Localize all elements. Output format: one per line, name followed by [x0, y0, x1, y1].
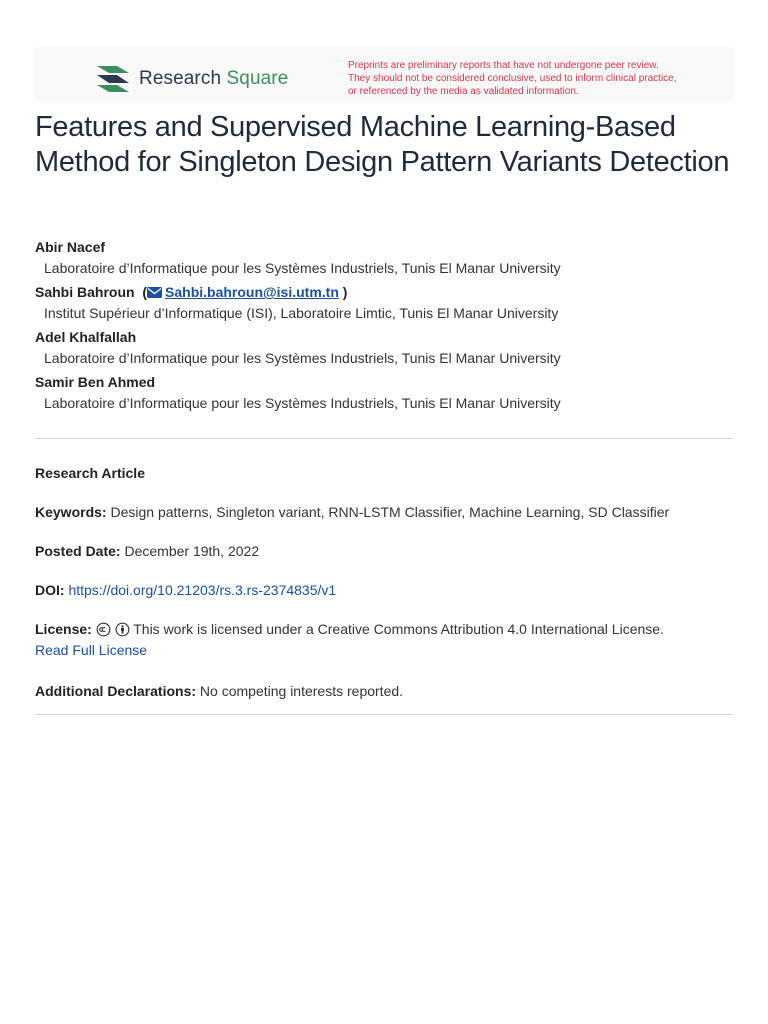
article-type-label: Research Article — [35, 465, 145, 481]
posted-date-value: December 19th, 2022 — [124, 543, 260, 559]
author-email-link[interactable]: Sahbi.bahroun@isi.utm.tn — [165, 284, 339, 300]
disclaimer-line: or referenced by the media as validated information. — [348, 86, 579, 97]
article-type — [35, 463, 735, 484]
section-divider — [35, 714, 733, 715]
keywords-value: Design patterns, Singleton variant, RNN-LSTM Classifier, Machine Learning, SD Classifier — [110, 504, 670, 520]
author-name: Sahbi Bahroun — [35, 284, 135, 300]
preprint-disclaimer — [348, 59, 718, 98]
license-label: License: — [35, 621, 92, 637]
envelope-icon — [147, 287, 162, 298]
cc-icon — [96, 622, 111, 637]
logo-wordmark — [139, 68, 288, 90]
posted-date-label: Posted Date: — [35, 543, 121, 559]
author-entry — [35, 371, 735, 414]
doi-label: DOI: — [35, 582, 65, 598]
research-square-logo[interactable] — [95, 64, 288, 94]
doi-row — [35, 580, 735, 601]
read-full-license-link[interactable]: Read Full License — [35, 642, 148, 658]
license-row — [35, 619, 735, 661]
posted-date-row — [35, 541, 735, 562]
keywords-label: Keywords: — [35, 504, 107, 520]
author-list — [35, 236, 735, 416]
author-name: Samir Ben Ahmed — [35, 374, 156, 390]
paper-title: Features and Supervised Machine Learning-Based Method for Singleton Design Pattern Variants Detection — [35, 111, 730, 178]
declarations-row — [35, 681, 735, 702]
author-entry — [35, 236, 735, 279]
section-divider — [35, 438, 733, 439]
author-entry — [35, 281, 735, 324]
email-close-paren: ) — [342, 284, 348, 300]
logo-wordmark-research: Research — [139, 68, 222, 89]
author-name: Abir Nacef — [35, 239, 106, 255]
license-text: This work is licensed under a Creative Commons Attribution 4.0 International License. — [133, 621, 664, 637]
email-open-paren: ( — [142, 284, 148, 300]
author-name-line — [35, 281, 735, 303]
research-square-logo-icon — [95, 64, 131, 94]
declarations-label: Additional Declarations: — [35, 683, 197, 699]
author-affiliation: Institut Supérieur d’Informatique (ISI), Laboratoire Limtic, Tunis El Manar University — [44, 305, 559, 321]
logo-wordmark-square: Square — [226, 68, 289, 89]
author-entry — [35, 326, 735, 369]
declarations-value: No competing interests reported. — [199, 683, 404, 699]
keywords-row — [35, 502, 735, 523]
author-affiliation: Laboratoire d’Informatique pour les Systèmes Industriels, Tunis El Manar University — [44, 395, 561, 411]
by-icon — [115, 622, 130, 637]
preprint-banner — [35, 47, 733, 103]
disclaimer-line: They should not be considered conclusive, used to inform clinical practice, — [348, 73, 677, 84]
author-affiliation: Laboratoire d’Informatique pour les Systèmes Industriels, Tunis El Manar University — [44, 260, 561, 276]
disclaimer-line: Preprints are preliminary reports that have not undergone peer review. — [348, 60, 659, 71]
doi-link[interactable]: https://doi.org/10.21203/rs.3.rs-2374835/v1 — [68, 582, 337, 598]
author-name: Adel Khalfallah — [35, 329, 137, 345]
author-affiliation: Laboratoire d’Informatique pour les Systèmes Industriels, Tunis El Manar University — [44, 350, 561, 366]
